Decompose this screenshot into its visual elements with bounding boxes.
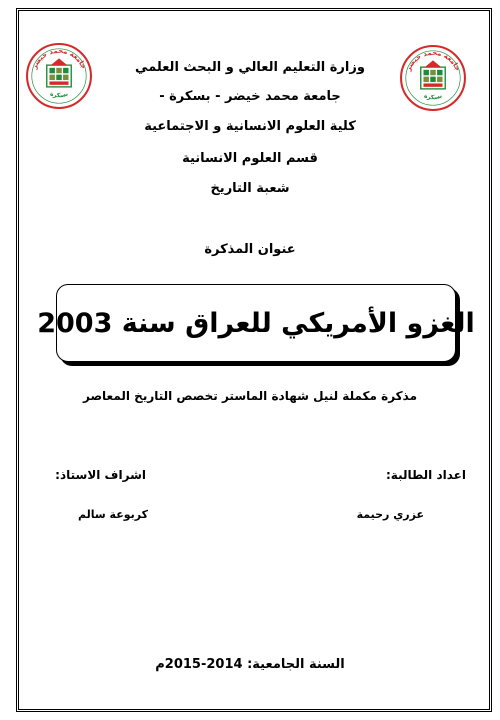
- svg-text:بسكرة: بسكرة: [48, 90, 70, 100]
- faculty-name: كلية العلوم الانسانية و الاجتماعية: [144, 119, 356, 134]
- memo-title-box: [37, 284, 475, 362]
- student-label: اعداد الطالبة:: [386, 468, 466, 482]
- supervisor-name: كربوعة سالم: [78, 508, 148, 521]
- svg-text:جامعة محمد خيضر: جامعة محمد خيضر: [404, 48, 462, 73]
- memo-heading: عنوان المذكرة: [204, 242, 296, 257]
- student-name: عزري رحيمة: [356, 508, 424, 521]
- university-name: جامعة محمد خيضر - بسكرة -: [159, 89, 341, 104]
- memo-subtitle: مذكرة مكملة لنيل شهادة الماستر تخصص التاريخ المعاصر: [82, 389, 418, 403]
- svg-text:بسكرة: بسكرة: [422, 92, 444, 102]
- supervisor-label: اشراف الاستاذ:: [55, 468, 146, 482]
- branch-name: شعبة التاريخ: [210, 181, 290, 196]
- svg-text:جامعة محمد خيضر: جامعة محمد خيضر: [30, 46, 88, 71]
- ministry-name: وزارة التعليم العالي و البحث العلمي: [135, 60, 365, 75]
- department-name: قسم العلوم الانسانية: [182, 151, 318, 166]
- academic-year: السنة الجامعية: 2014-2015م: [155, 657, 345, 672]
- memo-title: الغزو الأمريكي للعراق سنة 2003: [37, 307, 475, 339]
